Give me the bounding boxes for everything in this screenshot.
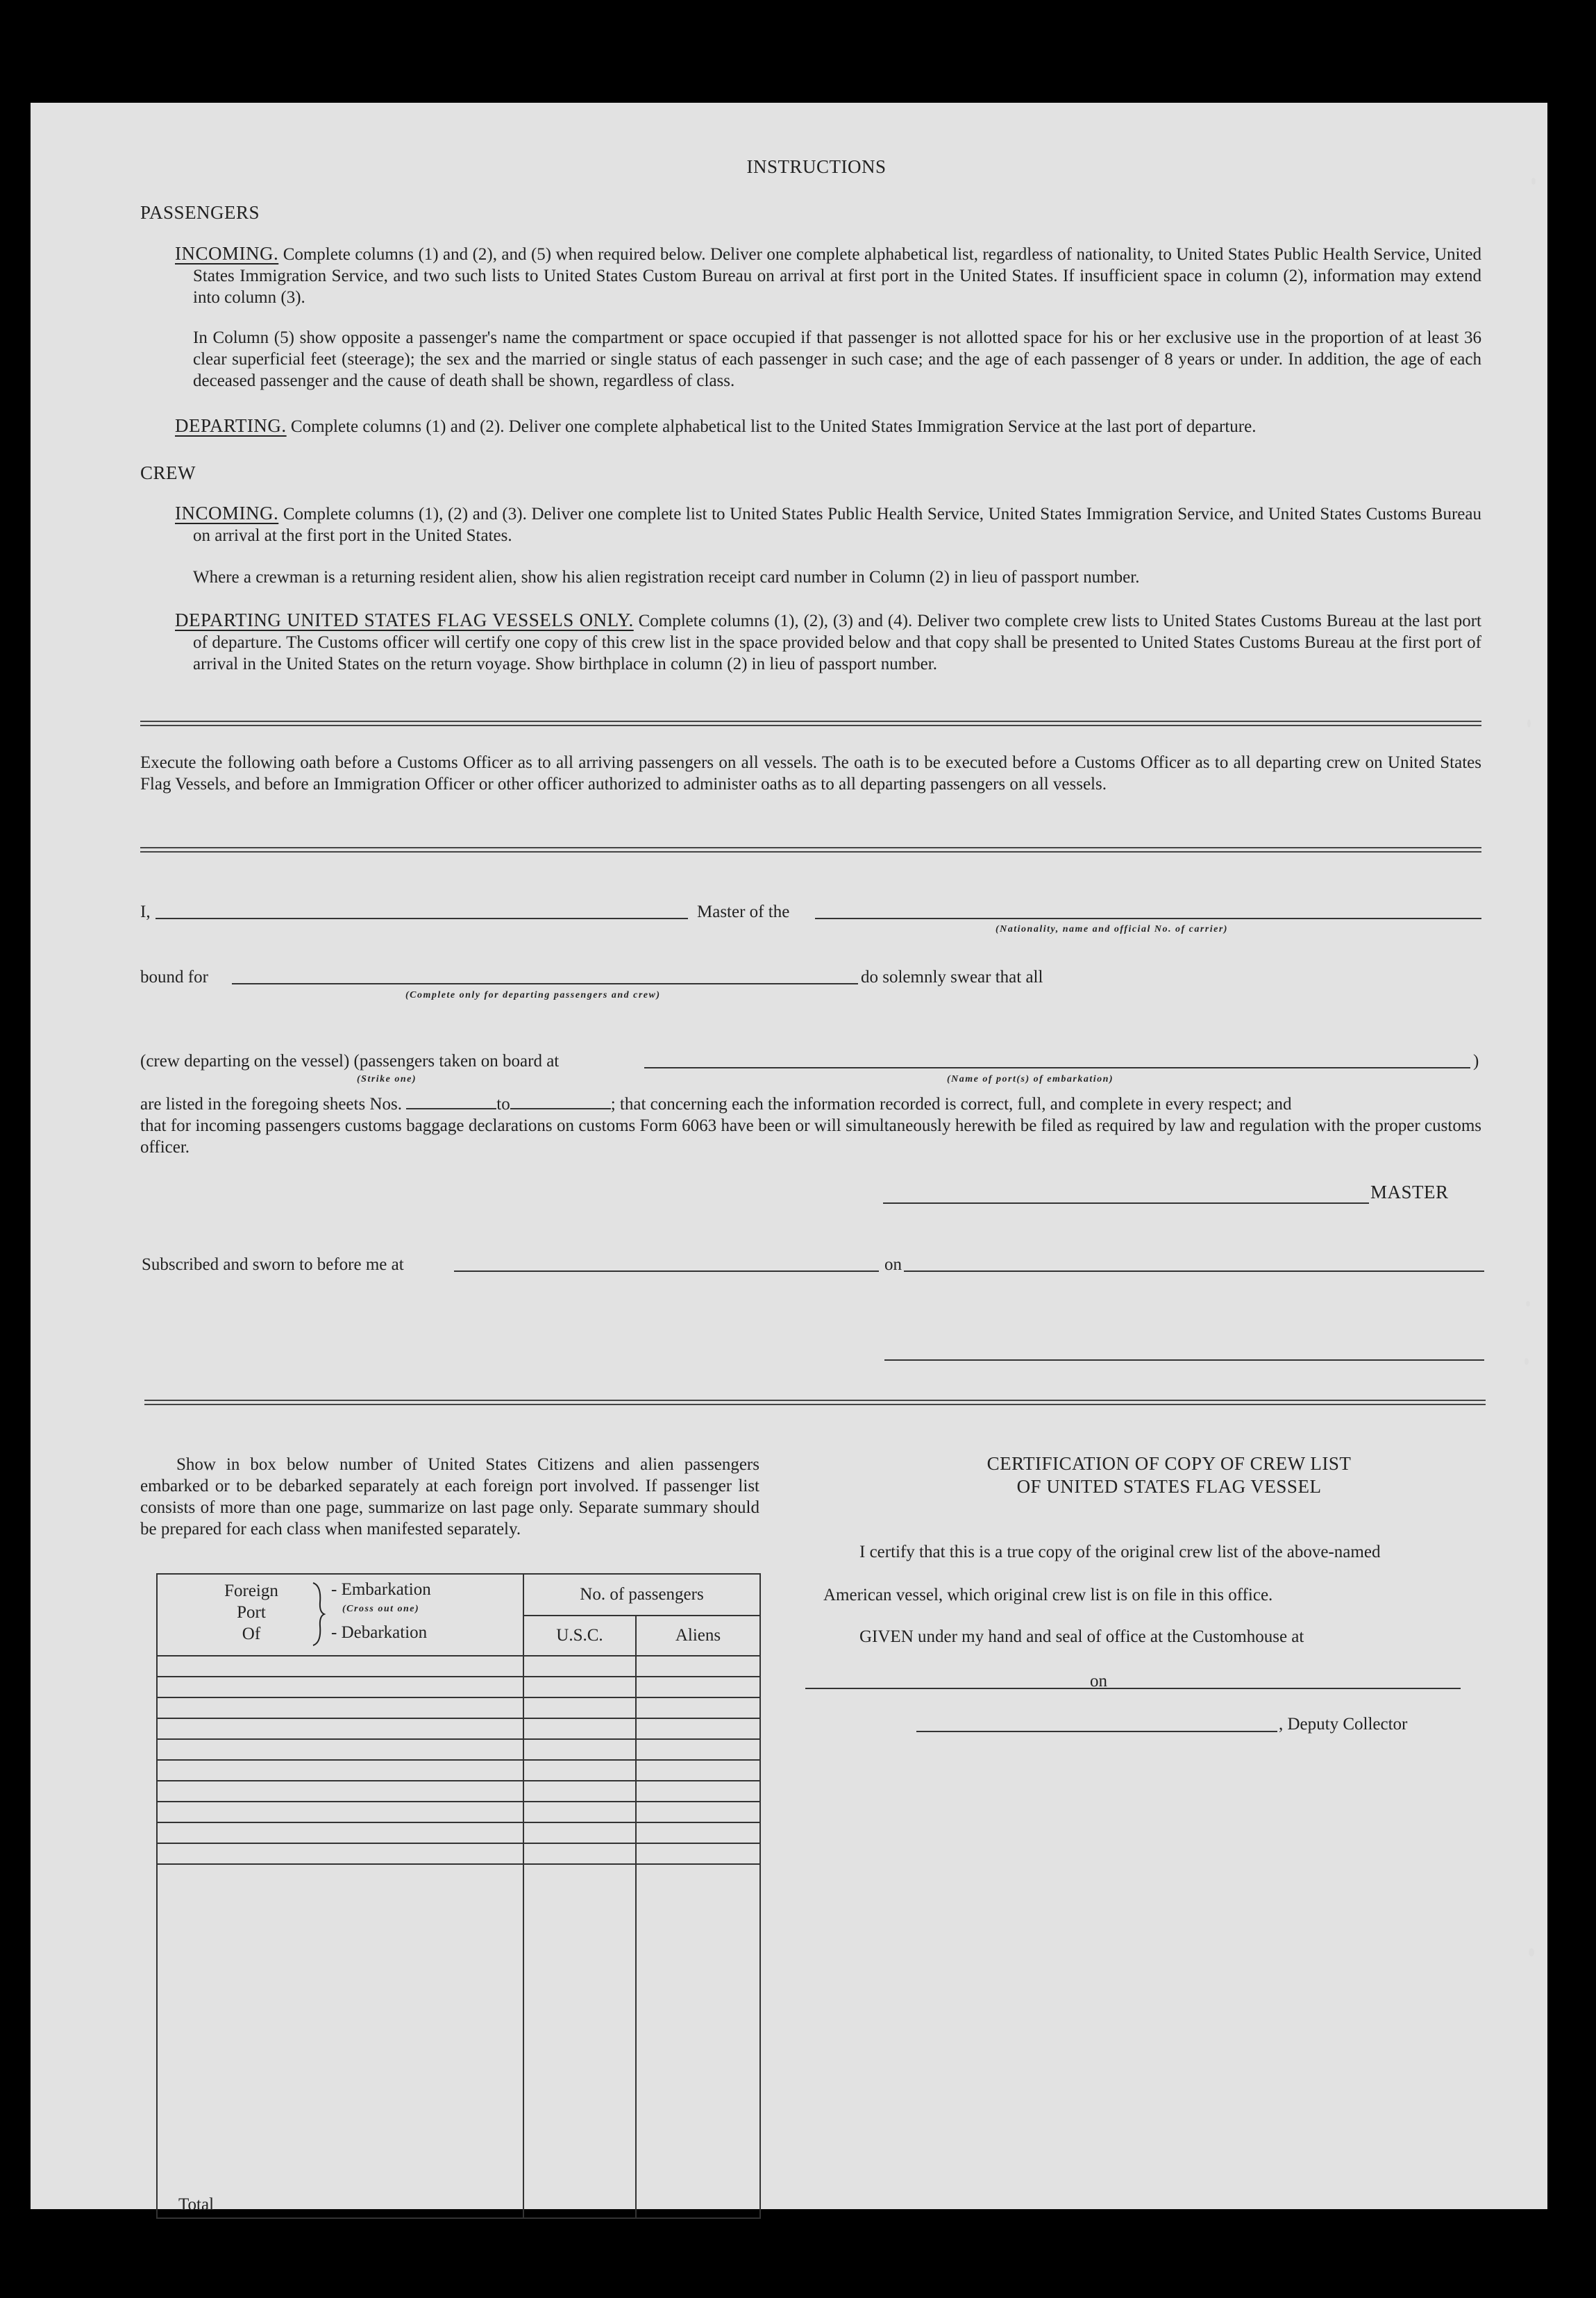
customhouse-line[interactable]: [805, 1688, 1127, 1689]
passengers-column5-paragraph: In Column (5) show opposite a passenger's name the compartment or space occupied if that passenger is not allotted space for his or her exclusive use in the proportion of at least 36 clear superficial feet (steerage); the sex and the married or single status of each passenger in such case; and the age of each passenger of 8 years or under. In addition, the age of each deceased passenger and the cause of death shall be shown, regardless of class.: [193, 328, 1481, 390]
port-cell[interactable]: [157, 1822, 523, 1843]
certify-line2: American vessel, which original crew list is on file in this office.: [823, 1586, 1273, 1604]
aliens-cell[interactable]: [636, 1697, 760, 1718]
port-cell[interactable]: [157, 1739, 523, 1760]
bound-for-line[interactable]: [232, 983, 858, 984]
usc-cell[interactable]: [523, 1656, 636, 1677]
listed-rest: that for incoming passengers customs baggage declarations on customs Form 6063 have been or will simultaneously herewith be filed as required by law and regulation with the proper customs officer.: [140, 1116, 1481, 1157]
port-cell[interactable]: [157, 1677, 523, 1697]
bound-for-note: (Complete only for departing passengers and crew): [405, 990, 661, 1000]
master-label: MASTER: [1370, 1182, 1449, 1202]
passengers-departing-text: Complete columns (1) and (2). Deliver one complete alphabetical list to the United States Immigration Service at the last port of departure.: [290, 417, 1257, 436]
swear-text: do solemnly swear that all: [861, 968, 1043, 987]
crew-departing-text: (crew departing on the vessel) (passengers taken on board at: [140, 1052, 560, 1071]
aliens-header: Aliens: [636, 1616, 760, 1656]
oath-intro: Execute the following oath before a Customs Officer as to all arriving passengers on all vessels. The oath is to be executed before a Customs Officer as to all departing crew on United States Flag Vessels, and before an Immigration Officer or other officer authorized to administer oaths as to all departing passengers on all vessels.: [140, 753, 1481, 794]
crew-departing-paragraph: [175, 610, 1481, 675]
master-name-line[interactable]: [156, 918, 688, 919]
given-text: GIVEN under my hand and seal of office at the Customhouse at: [859, 1627, 1304, 1646]
sworn-place-line[interactable]: [454, 1270, 879, 1272]
crew-resident-paragraph: Where a crewman is a returning resident alien, show his alien registration receipt card number in Column (2) in lieu of passport number.: [193, 568, 1140, 587]
listed-part2: ; that concerning each the information recorded is correct, full, and complete in every respect; and: [610, 1095, 1292, 1114]
usc-cell[interactable]: [523, 1739, 636, 1760]
margin-speck: [1526, 1301, 1530, 1307]
crew-incoming-paragraph: [175, 503, 1481, 546]
form-page: [31, 103, 1547, 2214]
i-label: I,: [140, 903, 151, 921]
usc-cell[interactable]: [523, 1677, 636, 1697]
sheet-from-field[interactable]: [406, 1108, 496, 1109]
port-note: (Name of port(s) of embarkation): [947, 1074, 1114, 1084]
aliens-cell[interactable]: [636, 1718, 760, 1739]
usc-header: U.S.C.: [523, 1616, 636, 1656]
aliens-cell[interactable]: [636, 1656, 760, 1677]
close-paren: ): [1473, 1052, 1479, 1071]
margin-speck: [1527, 719, 1531, 728]
certification-on-label: on: [1090, 1672, 1107, 1691]
usc-total-cell[interactable]: [523, 1864, 636, 2218]
port-cell[interactable]: [157, 1802, 523, 1822]
no-of-passengers-header: No. of passengers: [523, 1574, 760, 1616]
aliens-cell[interactable]: [636, 1822, 760, 1843]
embarkation-label: - Embarkation: [331, 1580, 431, 1599]
usc-cell[interactable]: [523, 1822, 636, 1843]
officer-signature-line[interactable]: [884, 1359, 1484, 1361]
port-label: Port: [237, 1603, 266, 1622]
embarkation-port-line[interactable]: [644, 1067, 1470, 1068]
margin-speck: [1531, 178, 1536, 185]
foreign-label: Foreign: [224, 1582, 278, 1600]
usc-cell[interactable]: [523, 1718, 636, 1739]
passengers-heading: PASSENGERS: [140, 202, 260, 223]
port-cell[interactable]: [157, 1656, 523, 1677]
master-of-label: Master of the: [697, 903, 790, 921]
certify-line1: I certify that this is a true copy of the original crew list of the above-named: [859, 1543, 1381, 1561]
usc-cell[interactable]: [523, 1760, 636, 1781]
master-signature-line[interactable]: [883, 1202, 1369, 1204]
margin-speck: [1529, 1948, 1534, 1956]
aliens-cell[interactable]: [636, 1677, 760, 1697]
listed-to-label: to: [496, 1095, 510, 1114]
passengers-incoming-paragraph: [175, 243, 1481, 308]
summary-instructions: Show in box below number of United States Citizens and alien passengers embarked or to be debarked separately at each foreign port involved. If passenger list consists of more than one page, summarize on last page only. Separate summary should be prepared for each class when manifested separately.: [140, 1455, 759, 1538]
crew-departing-label: DEPARTING UNITED STATES FLAG VESSELS ONLY.: [175, 610, 634, 630]
port-cell[interactable]: [157, 1718, 523, 1739]
aliens-cell[interactable]: [636, 1739, 760, 1760]
certification-title-line1: CERTIFICATION OF COPY OF CREW LIST: [986, 1453, 1352, 1474]
certification-title-line2: OF UNITED STATES FLAG VESSEL: [1016, 1476, 1322, 1497]
carrier-line[interactable]: [815, 918, 1481, 919]
usc-cell[interactable]: [523, 1843, 636, 1864]
passenger-summary-table: [156, 1573, 761, 2219]
crew-departing-text: Complete columns (1), (2), (3) and (4). Deliver two complete crew lists to United States Customs Bureau at the last port of departure. The Customs officer will certify one copy of this crew list in the space provided below and that copy shall be presented to United States Customs Bureau at the first port of arrival in the United States on the return voyage. Show birthplace in column (2) in lieu of passport number.: [193, 612, 1482, 673]
port-cell[interactable]: [157, 1843, 523, 1864]
sheet-to-field[interactable]: [510, 1108, 611, 1109]
passengers-incoming-text: Complete columns (1) and (2), and (5) when required below. Deliver one complete alphabetical list, regardless of nationality, to United States Public Health Service, United States Immigration Service, and two such lists to United States Custom Bureau on arrival at first port in the United States. If insufficient space in column (2), information may extend into column (3).: [193, 245, 1482, 307]
aliens-cell[interactable]: [636, 1843, 760, 1864]
deputy-collector-label: , Deputy Collector: [1279, 1715, 1408, 1734]
section-divider: [144, 1400, 1486, 1405]
instructions-title: INSTRUCTIONS: [746, 156, 887, 177]
cross-out-note: (Cross out one): [342, 1604, 420, 1614]
strike-note: (Strike one): [357, 1074, 417, 1084]
usc-cell[interactable]: [523, 1697, 636, 1718]
port-cell[interactable]: [157, 1760, 523, 1781]
crew-heading: CREW: [140, 462, 196, 483]
usc-cell[interactable]: [523, 1802, 636, 1822]
margin-speck: [1524, 1358, 1529, 1365]
certification-title: [822, 1452, 1516, 1498]
deputy-signature-line[interactable]: [916, 1731, 1277, 1732]
certification-date-line[interactable]: [1111, 1688, 1461, 1689]
listed-sheets-line: [140, 1093, 1292, 1115]
port-header-cell: [157, 1574, 523, 1656]
bound-for-label: bound for: [140, 968, 208, 987]
of-label: Of: [242, 1625, 261, 1643]
section-divider: [140, 721, 1481, 726]
total-label: Total: [157, 1864, 523, 2218]
subscribed-on-label: on: [884, 1255, 902, 1274]
aliens-cell[interactable]: [636, 1802, 760, 1822]
aliens-total-cell[interactable]: [636, 1864, 760, 2218]
aliens-cell[interactable]: [636, 1760, 760, 1781]
listed-part1: are listed in the foregoing sheets Nos.: [140, 1095, 402, 1114]
passengers-incoming-label: INCOMING.: [175, 243, 279, 264]
port-cell[interactable]: [157, 1697, 523, 1718]
subscribed-label: Subscribed and sworn to before me at: [142, 1255, 404, 1274]
passengers-departing-paragraph: [175, 415, 1481, 437]
debarkation-label: - Debarkation: [331, 1623, 428, 1642]
brace-icon: [312, 1582, 326, 1647]
crew-incoming-text: Complete columns (1), (2) and (3). Deliver one complete list to United States Public Health Service, United States Immigration Service, and United States Customs Bureau on arrival at the first port in the United States.: [193, 505, 1481, 545]
passengers-departing-label: DEPARTING.: [175, 415, 287, 436]
aliens-cell[interactable]: [636, 1781, 760, 1802]
usc-cell[interactable]: [523, 1781, 636, 1802]
section-divider: [140, 847, 1481, 853]
sworn-date-line[interactable]: [904, 1270, 1484, 1272]
port-cell[interactable]: [157, 1781, 523, 1802]
carrier-note: (Nationality, name and official No. of carrier): [996, 924, 1228, 934]
crew-incoming-label: INCOMING.: [175, 503, 279, 523]
